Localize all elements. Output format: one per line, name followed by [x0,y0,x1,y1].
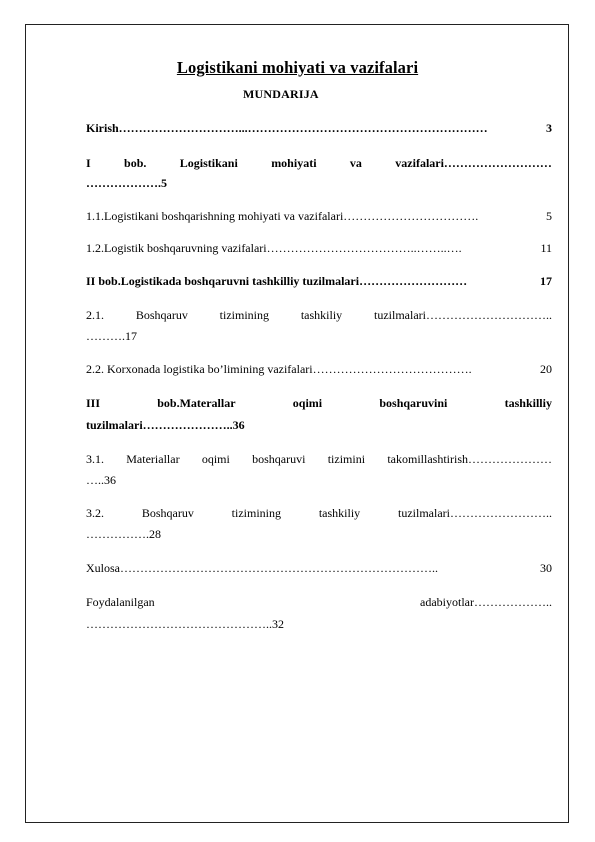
toc-entry-chapter-1-cont: ……………….5 [86,176,167,190]
toc-word: Materiallar [126,452,180,466]
toc-word: Boshqaruv [141,506,194,520]
toc-entry-2-1-cont: ……….17 [86,329,137,343]
toc-page-number: 20 [540,362,552,376]
toc-entry-2-1 [86,305,552,325]
toc-word: III [86,396,101,410]
toc-entry-2-2 [86,359,552,379]
toc-leader-dots: ……………………… [359,274,468,288]
toc-page-number: 3 [546,121,552,135]
toc-word: tizimini [327,452,366,466]
toc-word: tashkiliy [318,506,361,520]
toc-word: vazifalari……………………… [395,156,552,170]
toc-word: va [349,156,362,170]
toc-word: oqimi [201,452,230,466]
toc-page-number: 17 [540,274,552,288]
toc-word: tashkilliy [504,396,552,410]
toc-entry-intro [86,118,552,138]
toc-entry-chapter-3-cont: tuzilmalari…………………..36 [86,418,245,432]
toc-entry-3-1 [86,449,552,469]
toc-leader-dots: …………………………………………………………………….. [120,561,438,575]
toc-entry-chapter-2 [86,271,552,291]
toc-entry-3-2-cont: …………….28 [86,527,161,541]
toc-word: bob.Materallar [157,396,236,410]
toc-page-number: 5 [546,209,552,223]
toc-leader-dots: ………………………………..……..…. [266,241,462,255]
toc-heading: MUNDARIJA [243,87,319,101]
toc-word: mohiyati [271,156,317,170]
toc-entry-1-1 [86,206,552,226]
toc-entry-label: Kirish [86,121,119,135]
document-title: Logistikani mohiyati va vazifalari [176,58,419,77]
toc-word: takomillashtirish………………… [387,452,552,466]
toc-entry-chapter-3 [86,393,552,413]
toc-entry-references-cont: ………………………………………..32 [86,617,284,631]
toc-leader-dots: …………………………...…………………………………………………… [118,121,488,135]
toc-word: 3.2. [86,506,104,520]
toc-entry-references [86,592,552,612]
toc-entry-conclusion [86,558,552,578]
toc-entry-label: 2.2. Korxonada logistika bo’limining vazifalari [86,362,313,376]
toc-entry-1-2 [86,238,552,258]
toc-word: Foydalanilgan [86,595,155,609]
toc-word: boshqaruvini [379,396,448,410]
toc-word: Logistikani [179,156,238,170]
toc-word: tuzilmalari…………………….. [398,506,552,520]
toc-page-number: 30 [540,561,552,575]
toc-word: tuzilmalari………………………….. [374,308,552,322]
toc-entry-label: 1.1.Logistikani boshqarishning mohiyati va vazifalari [86,209,344,223]
toc-leader-dots: …………………………………. [312,362,472,376]
toc-word: tizimining [231,506,281,520]
toc-word: 2.1. [86,308,104,322]
toc-word: tizimining [219,308,269,322]
toc-page-number: 11 [540,241,552,255]
toc-word: tashkiliy [300,308,343,322]
toc-word: I [86,156,91,170]
toc-entry-3-2 [86,503,552,523]
toc-word: 3.1. [86,452,104,466]
toc-entry-chapter-1 [86,153,552,173]
toc-entry-label: Xulosa [86,561,120,575]
toc-word: adabiyotlar……………….. [420,595,552,609]
toc-entry-3-1-cont: …..36 [86,473,116,487]
toc-word: bob. [124,156,147,170]
toc-word: boshqaruvi [252,452,306,466]
toc-entry-label: 1.2.Logistik boshqaruvning vazifalari [86,241,267,255]
toc-word: Boshqaruv [135,308,188,322]
toc-word: oqimi [292,396,323,410]
toc-leader-dots: ……………………………. [343,209,479,223]
toc-entry-label: II bob.Logistikada boshqaruvni tashkilliy tuzilmalari [86,274,360,288]
